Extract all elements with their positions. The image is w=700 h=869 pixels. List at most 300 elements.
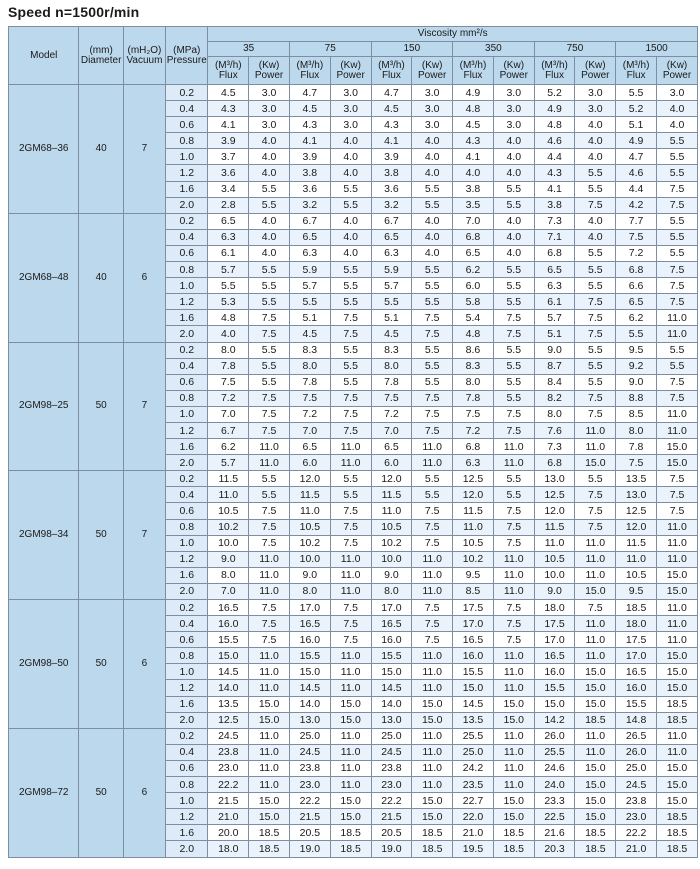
flux-cell: 4.7 <box>371 85 412 101</box>
flux-cell: 4.8 <box>453 326 494 342</box>
power-cell: 5.5 <box>412 374 453 390</box>
flux-cell: 23.0 <box>208 760 249 776</box>
flux-cell: 8.3 <box>371 342 412 358</box>
pressure-cell: 1.2 <box>166 165 208 181</box>
flux-cell: 20.0 <box>208 825 249 841</box>
power-cell: 5.5 <box>656 213 697 229</box>
flux-cell: 5.4 <box>453 310 494 326</box>
power-cell: 5.5 <box>249 471 290 487</box>
flux-cell: 9.0 <box>371 567 412 583</box>
flux-cell: 10.5 <box>371 519 412 535</box>
power-cell: 15.0 <box>656 583 697 599</box>
power-cell: 15.0 <box>330 809 371 825</box>
pressure-cell: 2.0 <box>166 841 208 857</box>
power-cell: 7.5 <box>330 310 371 326</box>
power-cell: 11.0 <box>493 455 534 471</box>
power-cell: 11.0 <box>412 567 453 583</box>
flux-cell: 3.4 <box>208 181 249 197</box>
flux-cell: 7.2 <box>289 406 330 422</box>
flux-header <box>616 57 657 85</box>
power-header <box>412 57 453 85</box>
power-cell: 4.0 <box>656 117 697 133</box>
flux-cell: 10.2 <box>208 519 249 535</box>
flux-cell: 5.2 <box>534 85 575 101</box>
power-cell: 5.5 <box>493 181 534 197</box>
power-cell: 11.0 <box>330 455 371 471</box>
power-cell: 11.0 <box>493 760 534 776</box>
flux-cell: 6.6 <box>616 278 657 294</box>
power-cell: 7.5 <box>656 471 697 487</box>
power-cell: 11.0 <box>493 680 534 696</box>
flux-cell: 10.0 <box>534 567 575 583</box>
flux-cell: 4.3 <box>289 117 330 133</box>
flux-cell: 8.2 <box>534 390 575 406</box>
flux-cell: 21.0 <box>453 825 494 841</box>
power-cell: 7.5 <box>249 600 290 616</box>
pressure-cell: 0.2 <box>166 342 208 358</box>
power-cell: 11.0 <box>656 406 697 422</box>
pressure-cell: 1.2 <box>166 809 208 825</box>
header-pressure <box>166 27 208 85</box>
power-cell: 5.5 <box>412 262 453 278</box>
power-cell: 5.5 <box>330 471 371 487</box>
power-header <box>656 57 697 85</box>
power-cell: 5.5 <box>656 149 697 165</box>
flux-cell: 6.8 <box>453 439 494 455</box>
power-cell: 7.5 <box>330 406 371 422</box>
power-cell: 7.5 <box>575 600 616 616</box>
power-cell: 7.5 <box>330 422 371 438</box>
flux-cell: 6.0 <box>371 455 412 471</box>
flux-cell: 14.5 <box>289 680 330 696</box>
flux-cell: 11.5 <box>208 471 249 487</box>
pressure-cell: 0.8 <box>166 133 208 149</box>
flux-cell: 23.8 <box>289 760 330 776</box>
power-cell: 18.5 <box>656 696 697 712</box>
flux-cell: 6.2 <box>453 262 494 278</box>
power-cell: 11.0 <box>493 777 534 793</box>
flux-cell: 3.9 <box>208 133 249 149</box>
pressure-cell: 0.6 <box>166 760 208 776</box>
power-cell: 7.5 <box>249 422 290 438</box>
pressure-cell: 1.0 <box>166 664 208 680</box>
power-cell: 11.0 <box>656 632 697 648</box>
power-cell: 5.5 <box>656 342 697 358</box>
flux-cell: 21.5 <box>371 809 412 825</box>
table-body <box>9 85 698 858</box>
header-vacuum-unit: (mH₂O) <box>127 44 162 56</box>
viscosity-header: 350 <box>453 42 535 57</box>
power-cell: 7.5 <box>412 600 453 616</box>
power-cell: 3.0 <box>330 85 371 101</box>
power-cell: 11.0 <box>656 535 697 551</box>
flux-cell: 10.5 <box>208 503 249 519</box>
flux-cell: 7.3 <box>534 439 575 455</box>
power-cell: 5.5 <box>249 358 290 374</box>
power-cell: 15.0 <box>330 712 371 728</box>
flux-cell: 24.5 <box>289 744 330 760</box>
flux-cell: 23.8 <box>616 793 657 809</box>
flux-cell: 4.1 <box>453 149 494 165</box>
power-cell: 18.5 <box>412 841 453 857</box>
pressure-cell: 2.0 <box>166 583 208 599</box>
flux-cell: 21.0 <box>208 809 249 825</box>
power-cell: 4.0 <box>330 229 371 245</box>
power-cell: 15.0 <box>249 712 290 728</box>
power-unit: (Kw) <box>503 59 525 71</box>
power-cell: 7.5 <box>249 503 290 519</box>
power-cell: 7.5 <box>330 503 371 519</box>
power-cell: 5.5 <box>249 278 290 294</box>
flux-cell: 4.8 <box>208 310 249 326</box>
flux-cell: 3.8 <box>371 165 412 181</box>
flux-cell: 3.7 <box>208 149 249 165</box>
power-cell: 7.5 <box>412 632 453 648</box>
flux-cell: 18.0 <box>534 600 575 616</box>
flux-cell: 6.2 <box>616 310 657 326</box>
flux-cell: 9.0 <box>534 342 575 358</box>
flux-cell: 9.0 <box>208 551 249 567</box>
flux-cell: 3.8 <box>453 181 494 197</box>
flux-cell: 17.5 <box>453 600 494 616</box>
power-cell: 7.5 <box>575 294 616 310</box>
power-cell: 4.0 <box>493 245 534 261</box>
power-cell: 7.5 <box>493 632 534 648</box>
power-cell: 15.0 <box>656 793 697 809</box>
power-cell: 5.5 <box>249 197 290 213</box>
vacuum-cell: 7 <box>123 342 165 471</box>
power-cell: 4.0 <box>575 149 616 165</box>
flux-cell: 16.0 <box>534 664 575 680</box>
flux-cell: 20.5 <box>289 825 330 841</box>
power-cell: 5.5 <box>412 471 453 487</box>
power-cell: 5.5 <box>575 245 616 261</box>
flux-cell: 8.0 <box>289 358 330 374</box>
flux-cell: 5.5 <box>208 278 249 294</box>
power-cell: 5.5 <box>493 262 534 278</box>
flux-cell: 6.0 <box>289 455 330 471</box>
flux-cell: 15.5 <box>616 696 657 712</box>
flux-cell: 4.9 <box>534 101 575 117</box>
power-cell: 11.0 <box>493 648 534 664</box>
model-cell: 2GM98–34 <box>9 471 79 600</box>
flux-cell: 17.0 <box>371 600 412 616</box>
power-cell: 7.5 <box>656 181 697 197</box>
flux-cell: 7.0 <box>289 422 330 438</box>
power-cell: 11.0 <box>249 583 290 599</box>
power-unit: (Kw) <box>666 59 688 71</box>
flux-cell: 4.9 <box>616 133 657 149</box>
flux-cell: 4.1 <box>371 133 412 149</box>
flux-cell: 10.0 <box>371 551 412 567</box>
table-row <box>9 342 698 358</box>
power-cell: 11.0 <box>575 567 616 583</box>
power-cell: 11.0 <box>656 616 697 632</box>
flux-cell: 17.5 <box>616 632 657 648</box>
flux-unit: (M³/h) <box>622 59 650 71</box>
flux-unit: (M³/h) <box>459 59 487 71</box>
flux-cell: 22.2 <box>289 793 330 809</box>
flux-cell: 16.5 <box>289 616 330 632</box>
viscosity-header: 150 <box>371 42 453 57</box>
pressure-cell: 1.0 <box>166 406 208 422</box>
model-cell: 2GM68–48 <box>9 213 79 342</box>
diameter-cell: 50 <box>79 342 123 471</box>
flux-cell: 4.0 <box>453 165 494 181</box>
power-cell: 5.5 <box>656 133 697 149</box>
power-cell: 7.5 <box>249 535 290 551</box>
flux-cell: 7.5 <box>371 390 412 406</box>
flux-cell: 22.5 <box>534 809 575 825</box>
flux-label: Flux <box>300 69 320 81</box>
flux-cell: 8.8 <box>616 390 657 406</box>
power-cell: 7.5 <box>656 278 697 294</box>
flux-cell: 5.7 <box>208 262 249 278</box>
power-cell: 4.0 <box>493 149 534 165</box>
power-cell: 11.0 <box>412 744 453 760</box>
flux-cell: 24.5 <box>208 728 249 744</box>
power-cell: 5.5 <box>493 390 534 406</box>
power-cell: 5.5 <box>575 262 616 278</box>
performance-table <box>8 26 698 858</box>
flux-cell: 24.6 <box>534 760 575 776</box>
power-cell: 7.5 <box>412 616 453 632</box>
flux-cell: 6.0 <box>453 278 494 294</box>
power-cell: 11.0 <box>656 310 697 326</box>
power-cell: 11.0 <box>249 648 290 664</box>
pressure-cell: 0.4 <box>166 744 208 760</box>
power-cell: 7.5 <box>575 310 616 326</box>
pressure-cell: 0.8 <box>166 390 208 406</box>
power-cell: 5.5 <box>249 487 290 503</box>
flux-cell: 22.0 <box>453 809 494 825</box>
pressure-cell: 0.4 <box>166 229 208 245</box>
flux-cell: 14.5 <box>208 664 249 680</box>
flux-cell: 10.5 <box>534 551 575 567</box>
power-cell: 7.5 <box>330 519 371 535</box>
flux-cell: 5.7 <box>371 278 412 294</box>
pressure-cell: 1.0 <box>166 793 208 809</box>
flux-cell: 6.8 <box>616 262 657 278</box>
power-cell: 7.5 <box>656 390 697 406</box>
pressure-cell: 2.0 <box>166 197 208 213</box>
power-cell: 4.0 <box>575 133 616 149</box>
power-cell: 3.0 <box>493 85 534 101</box>
power-cell: 5.5 <box>412 487 453 503</box>
power-cell: 18.5 <box>493 841 534 857</box>
flux-cell: 7.0 <box>453 213 494 229</box>
flux-cell: 4.1 <box>208 117 249 133</box>
pressure-cell: 0.2 <box>166 600 208 616</box>
flux-cell: 26.0 <box>616 744 657 760</box>
flux-header <box>289 57 330 85</box>
flux-cell: 11.0 <box>371 503 412 519</box>
power-cell: 4.0 <box>656 101 697 117</box>
flux-label: Flux <box>463 69 483 81</box>
power-cell: 7.5 <box>249 390 290 406</box>
flux-cell: 6.7 <box>371 213 412 229</box>
flux-cell: 15.5 <box>371 648 412 664</box>
pressure-cell: 0.2 <box>166 85 208 101</box>
power-label: Power <box>336 69 365 81</box>
flux-cell: 11.0 <box>208 487 249 503</box>
power-cell: 11.0 <box>249 760 290 776</box>
flux-cell: 3.9 <box>289 149 330 165</box>
flux-cell: 12.5 <box>208 712 249 728</box>
vacuum-cell: 6 <box>123 600 165 729</box>
vacuum-cell: 6 <box>123 728 165 857</box>
pressure-cell: 0.2 <box>166 728 208 744</box>
model-cell: 2GM98–25 <box>9 342 79 471</box>
power-cell: 5.5 <box>330 181 371 197</box>
flux-cell: 8.7 <box>534 358 575 374</box>
power-cell: 4.0 <box>412 229 453 245</box>
flux-cell: 4.5 <box>371 326 412 342</box>
flux-cell: 8.0 <box>371 583 412 599</box>
flux-cell: 7.7 <box>616 213 657 229</box>
flux-cell: 7.8 <box>616 439 657 455</box>
power-cell: 5.5 <box>493 278 534 294</box>
power-cell: 7.5 <box>412 519 453 535</box>
viscosity-header: 1500 <box>616 42 698 57</box>
power-cell: 4.0 <box>330 133 371 149</box>
power-cell: 18.5 <box>493 825 534 841</box>
pressure-cell: 0.8 <box>166 262 208 278</box>
pressure-cell: 0.6 <box>166 245 208 261</box>
flux-cell: 15.0 <box>208 648 249 664</box>
model-cell: 2GM98–72 <box>9 728 79 857</box>
power-cell: 7.5 <box>575 390 616 406</box>
power-cell: 4.0 <box>412 133 453 149</box>
power-cell: 3.0 <box>575 85 616 101</box>
power-cell: 7.5 <box>249 519 290 535</box>
power-cell: 15.0 <box>656 648 697 664</box>
flux-cell: 20.3 <box>534 841 575 857</box>
flux-cell: 5.1 <box>289 310 330 326</box>
flux-cell: 9.0 <box>534 583 575 599</box>
flux-cell: 10.2 <box>371 535 412 551</box>
power-cell: 7.5 <box>412 326 453 342</box>
flux-cell: 9.0 <box>616 374 657 390</box>
pressure-cell: 1.6 <box>166 696 208 712</box>
flux-cell: 21.0 <box>616 841 657 857</box>
flux-cell: 12.5 <box>453 471 494 487</box>
power-cell: 11.0 <box>249 777 290 793</box>
flux-cell: 14.5 <box>453 696 494 712</box>
flux-cell: 7.2 <box>371 406 412 422</box>
flux-cell: 7.5 <box>616 455 657 471</box>
flux-cell: 16.5 <box>616 664 657 680</box>
flux-cell: 13.5 <box>616 471 657 487</box>
power-cell: 11.0 <box>575 535 616 551</box>
power-cell: 11.0 <box>412 583 453 599</box>
flux-cell: 3.9 <box>371 149 412 165</box>
flux-cell: 21.5 <box>289 809 330 825</box>
power-cell: 15.0 <box>656 567 697 583</box>
power-cell: 3.0 <box>656 85 697 101</box>
power-cell: 3.0 <box>493 117 534 133</box>
power-cell: 15.0 <box>249 793 290 809</box>
flux-cell: 16.5 <box>453 632 494 648</box>
flux-cell: 12.0 <box>453 487 494 503</box>
flux-cell: 9.5 <box>453 567 494 583</box>
power-cell: 18.5 <box>249 825 290 841</box>
flux-cell: 11.5 <box>534 519 575 535</box>
flux-cell: 13.0 <box>616 487 657 503</box>
power-cell: 7.5 <box>493 535 534 551</box>
pressure-cell: 1.6 <box>166 310 208 326</box>
table-header <box>9 27 698 85</box>
power-cell: 11.0 <box>249 455 290 471</box>
power-cell: 7.5 <box>412 390 453 406</box>
power-cell: 15.0 <box>493 696 534 712</box>
power-cell: 11.0 <box>575 632 616 648</box>
power-cell: 11.0 <box>575 648 616 664</box>
power-cell: 5.5 <box>249 374 290 390</box>
flux-cell: 4.9 <box>453 85 494 101</box>
flux-cell: 4.5 <box>289 326 330 342</box>
flux-cell: 4.3 <box>371 117 412 133</box>
flux-cell: 3.6 <box>289 181 330 197</box>
flux-cell: 5.9 <box>289 262 330 278</box>
flux-cell: 5.1 <box>371 310 412 326</box>
vacuum-cell: 6 <box>123 213 165 342</box>
power-cell: 3.0 <box>249 117 290 133</box>
power-cell: 7.5 <box>656 197 697 213</box>
flux-cell: 19.5 <box>453 841 494 857</box>
table-row <box>9 85 698 101</box>
flux-cell: 6.7 <box>289 213 330 229</box>
power-cell: 18.5 <box>656 809 697 825</box>
power-cell: 15.0 <box>656 455 697 471</box>
power-cell: 5.5 <box>575 471 616 487</box>
pressure-cell: 0.2 <box>166 471 208 487</box>
power-cell: 5.5 <box>412 197 453 213</box>
power-header <box>575 57 616 85</box>
power-cell: 7.5 <box>575 503 616 519</box>
power-cell: 15.0 <box>493 712 534 728</box>
diameter-cell: 50 <box>79 471 123 600</box>
pressure-cell: 1.2 <box>166 294 208 310</box>
pressure-cell: 0.8 <box>166 519 208 535</box>
power-cell: 5.5 <box>493 374 534 390</box>
flux-cell: 4.6 <box>616 165 657 181</box>
flux-cell: 6.5 <box>453 245 494 261</box>
power-cell: 11.0 <box>493 744 534 760</box>
flux-cell: 5.8 <box>453 294 494 310</box>
flux-cell: 15.5 <box>453 664 494 680</box>
flux-cell: 6.5 <box>371 439 412 455</box>
flux-cell: 25.0 <box>616 760 657 776</box>
flux-cell: 7.5 <box>616 229 657 245</box>
power-cell: 11.0 <box>575 616 616 632</box>
flux-cell: 8.5 <box>616 406 657 422</box>
power-cell: 5.5 <box>575 181 616 197</box>
flux-cell: 22.2 <box>208 777 249 793</box>
power-cell: 11.0 <box>575 728 616 744</box>
power-cell: 5.5 <box>330 358 371 374</box>
power-cell: 11.0 <box>656 422 697 438</box>
flux-cell: 15.5 <box>534 680 575 696</box>
flux-cell: 15.5 <box>289 648 330 664</box>
flux-cell: 5.3 <box>208 294 249 310</box>
power-label: Power <box>499 69 528 81</box>
power-cell: 11.0 <box>412 760 453 776</box>
flux-cell: 6.8 <box>534 245 575 261</box>
power-header <box>249 57 290 85</box>
power-header <box>493 57 534 85</box>
power-cell: 11.0 <box>412 648 453 664</box>
